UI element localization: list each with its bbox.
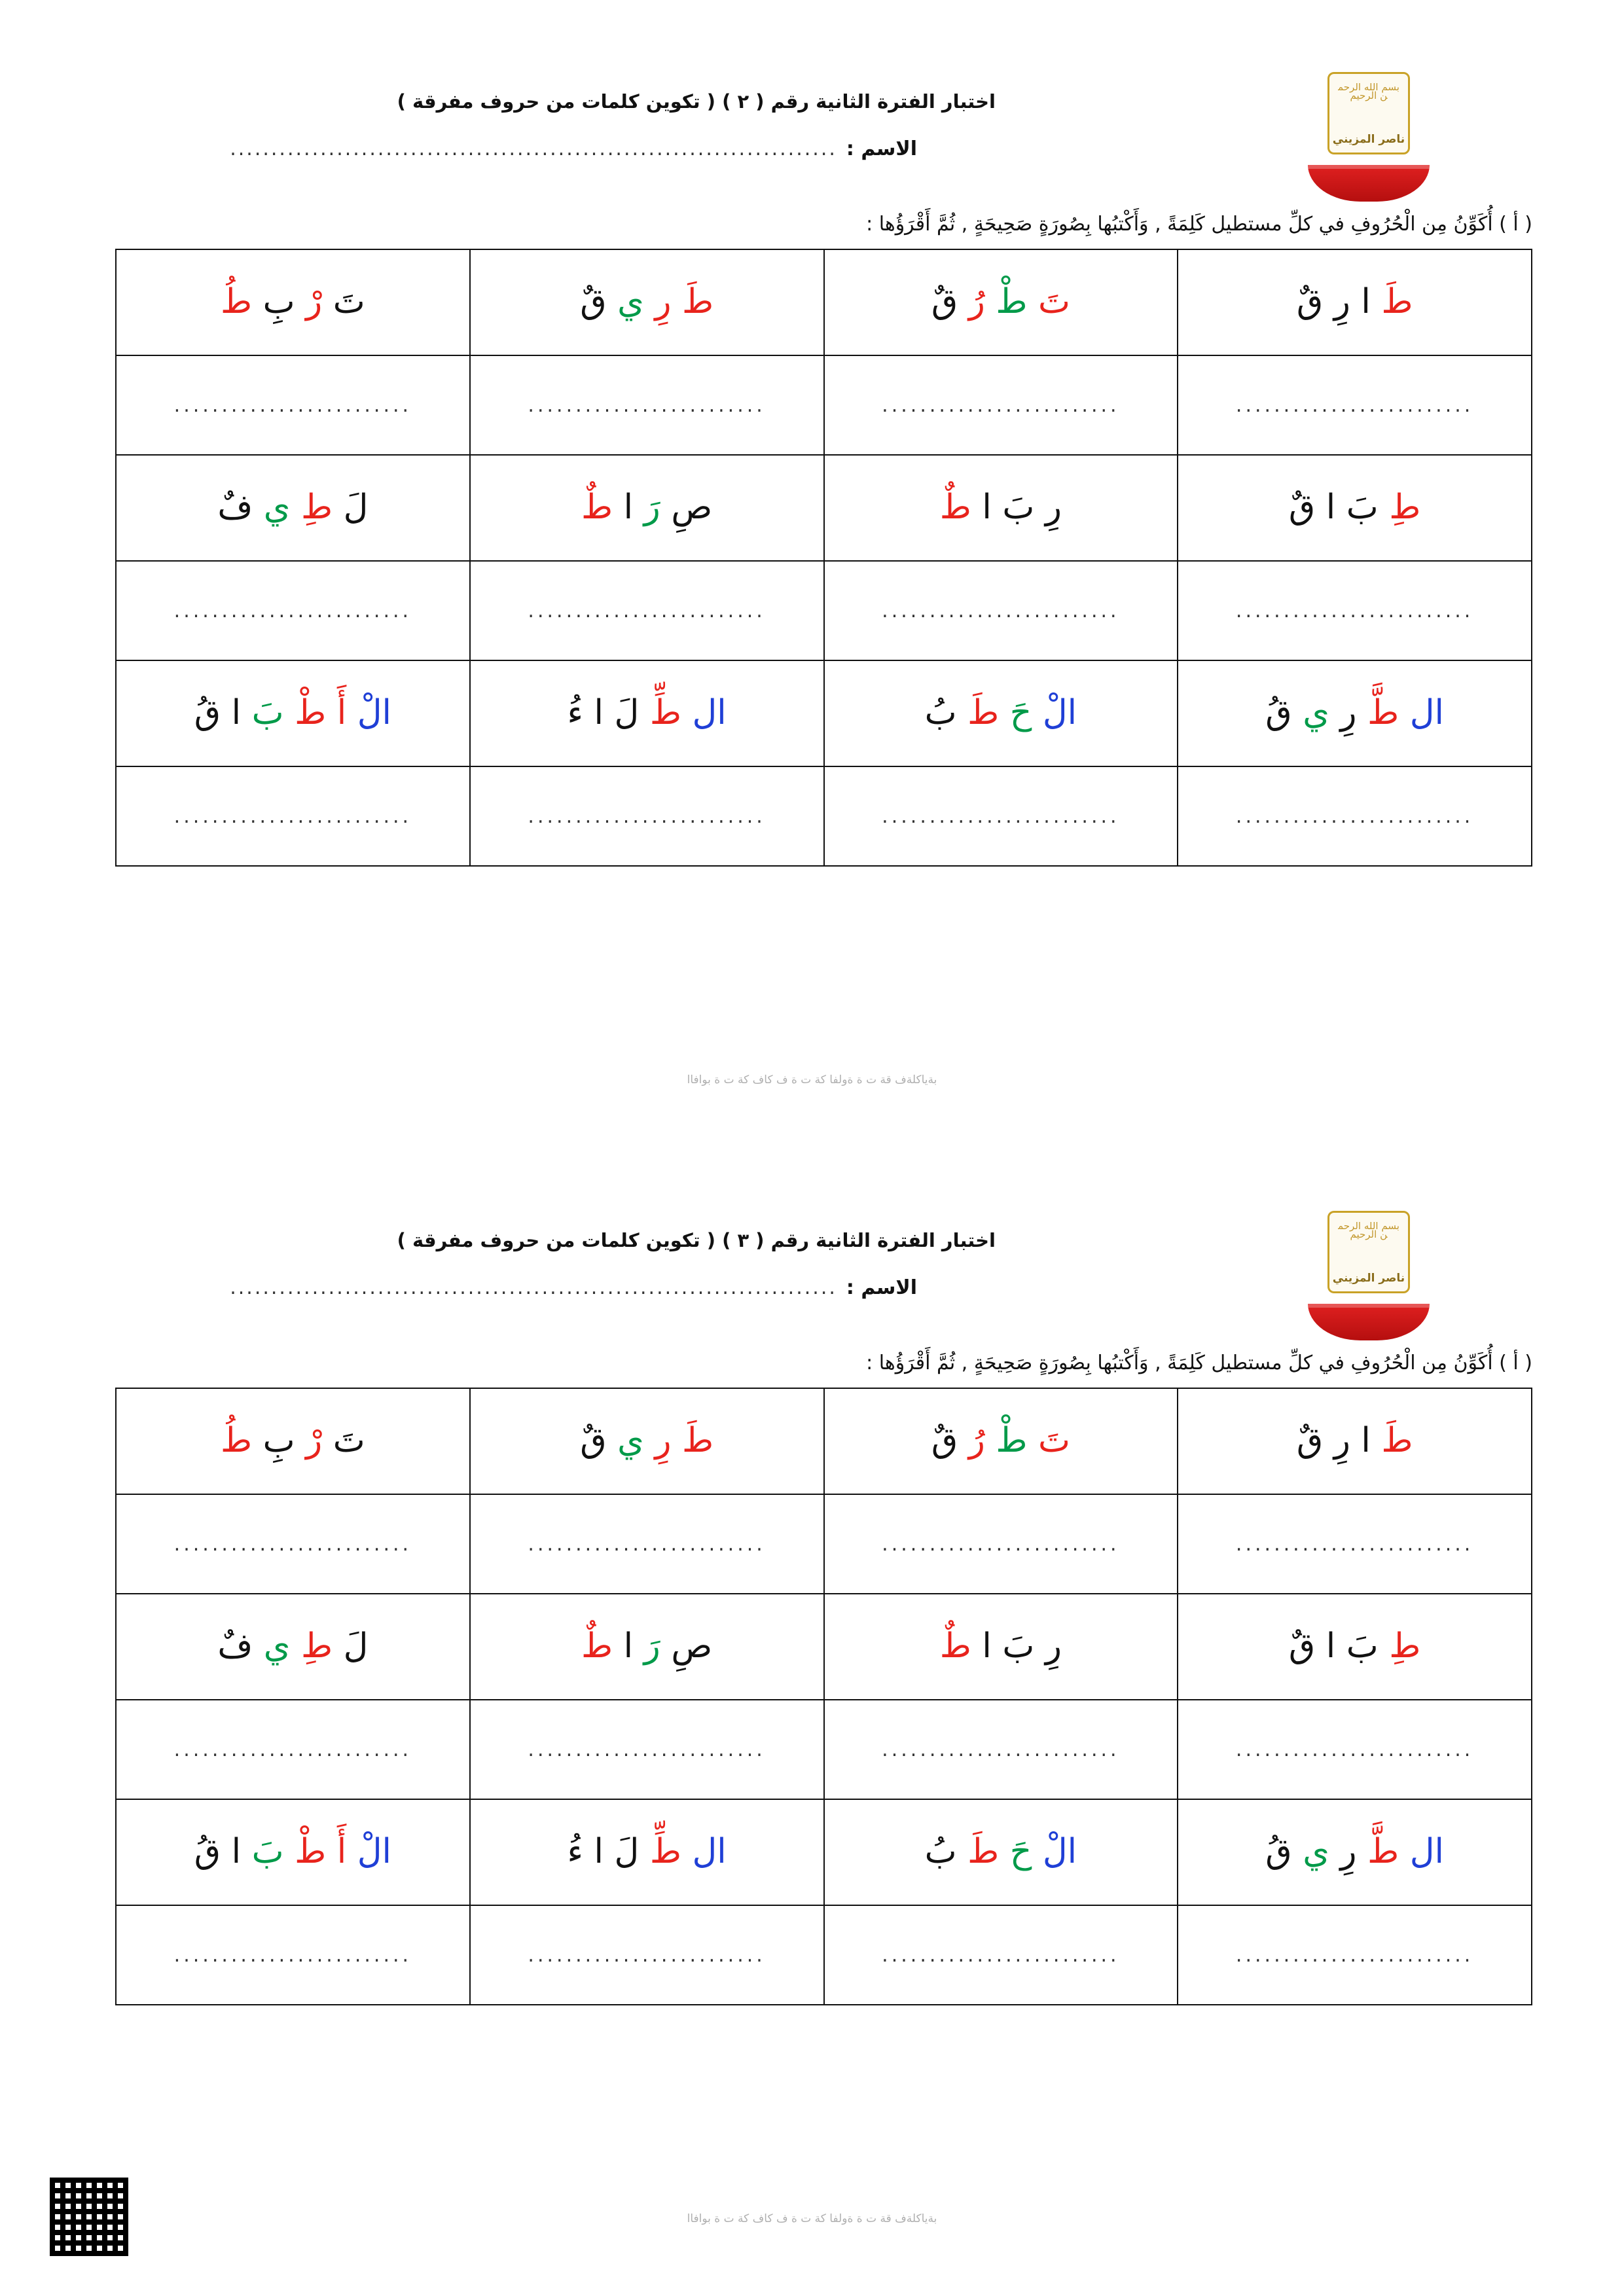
footer-artifact-text: بةياكلةف قة ت ة ةولفا كة ت ة ف كاف كة ت ة بوافاا: [687, 2212, 937, 2225]
letters-group-w3-r1-c2: تَ طْ رُ قٌ: [931, 1421, 1070, 1461]
letters-grid: [115, 1388, 1532, 2005]
answer-cell[interactable]: [824, 561, 1178, 660]
answer-cell[interactable]: [470, 766, 824, 866]
answer-line[interactable]: .........................: [173, 804, 412, 828]
answer-cell[interactable]: [116, 561, 470, 660]
letters-group-w3-r1-c1: طَ ا رِ قٌ: [1296, 1421, 1413, 1461]
logo-badge: [1327, 72, 1410, 154]
answer-line[interactable]: .........................: [1235, 393, 1474, 417]
letter-cell: [470, 1594, 824, 1700]
answer-line[interactable]: .........................: [1235, 1943, 1474, 1967]
answer-line[interactable]: .........................: [1235, 1532, 1474, 1556]
answer-line[interactable]: .........................: [882, 804, 1120, 828]
answer-row: [116, 766, 1532, 866]
letter-cell: [824, 660, 1178, 766]
answer-line[interactable]: .........................: [1235, 1738, 1474, 1761]
answer-line[interactable]: .........................: [173, 1738, 412, 1761]
table-row: [116, 249, 1532, 355]
table-row: [116, 1594, 1532, 1700]
worksheet-header: [92, 1211, 1532, 1407]
answer-row: [116, 1905, 1532, 2005]
answer-line[interactable]: .........................: [173, 599, 412, 622]
page-title: اختبار الفترة الثانية رقم ( ٣ ) ( تكوين كلمات من حروف مفرقة ): [397, 1229, 996, 1251]
qr-code[interactable]: [46, 2174, 132, 2260]
student-name-field[interactable]: ..........................................................................: [230, 1276, 837, 1299]
letter-cell: [824, 455, 1178, 561]
logo-red-bowl-graphic: [1308, 1304, 1430, 1340]
answer-cell[interactable]: [1178, 355, 1532, 455]
letter-cell: [824, 1594, 1178, 1700]
answer-line[interactable]: .........................: [528, 1943, 766, 1967]
letters-grid-body: [116, 249, 1532, 866]
letters-grid: [115, 249, 1532, 867]
answer-cell[interactable]: [824, 766, 1178, 866]
footer-artifact-text: بةياكلةف قة ت ة ةولفا كة ت ة ف كاف كة ت ة بوافاا: [687, 1073, 937, 1086]
answer-line[interactable]: .........................: [173, 1532, 412, 1556]
letters-group-w3-r1-c3: طَ رِ ي قٌ: [580, 1421, 714, 1461]
student-name-row: [230, 1276, 917, 1299]
answer-cell[interactable]: [1178, 1905, 1532, 2005]
answer-row: [116, 355, 1532, 455]
answer-cell[interactable]: [116, 766, 470, 866]
answer-cell[interactable]: [116, 355, 470, 455]
logo: [1303, 72, 1434, 202]
answer-row: [116, 1700, 1532, 1799]
answer-cell[interactable]: [470, 1494, 824, 1594]
answer-row: [116, 561, 1532, 660]
letters-group-w2-r1-c3: طَ رِ ي قٌ: [580, 282, 714, 322]
answer-line[interactable]: .........................: [1235, 804, 1474, 828]
letter-cell: [470, 1799, 824, 1905]
letter-cell: [1178, 660, 1532, 766]
answer-cell[interactable]: [116, 1700, 470, 1799]
instruction-text: ( أ ) أُكَوِّنُ مِن الْحُرُوفِ في كلِّ مستطيل كَلِمَةً , وَأَكْتبُها بِصُورَةٍ صَحِيحَةٍ , ثُمَّ أَقْرَؤُها :: [866, 213, 1532, 236]
student-name-field[interactable]: ..........................................................................: [230, 137, 837, 160]
answer-line[interactable]: .........................: [1235, 599, 1474, 622]
letter-cell: [824, 1799, 1178, 1905]
answer-row: [116, 1494, 1532, 1594]
table-row: [116, 1799, 1532, 1905]
letter-cell: [116, 455, 470, 561]
letters-group-w2-r2-c3: صِ رَ ا طٌ: [581, 488, 713, 528]
letters-grid-body: [116, 1388, 1532, 2005]
letters-group-w2-r1-c1: طَ ا رِ قٌ: [1296, 282, 1413, 322]
logo-badge: [1327, 1211, 1410, 1293]
letter-cell: [1178, 455, 1532, 561]
worksheet-2: [0, 72, 1624, 1086]
letter-cell: [1178, 1594, 1532, 1700]
student-name-label: الاسم :: [846, 1276, 917, 1299]
student-name-row: [230, 137, 917, 160]
answer-line[interactable]: .........................: [882, 1943, 1120, 1967]
letter-cell: [116, 1388, 470, 1494]
answer-cell[interactable]: [470, 355, 824, 455]
letters-group-w2-r2-c4: لَ طِ ي فٌ: [217, 488, 369, 528]
letter-cell: [116, 1594, 470, 1700]
letters-group-w3-r3-c4: الْ أَ طْ بَ ا قُ: [194, 1832, 391, 1872]
worksheet-3: [0, 1211, 1624, 2225]
table-row: [116, 455, 1532, 561]
letters-group-w3-r3-c1: ال طَّ رِ ي قُ: [1265, 1832, 1444, 1872]
table-row: [116, 1388, 1532, 1494]
letter-cell: [824, 1388, 1178, 1494]
letter-cell: [824, 249, 1178, 355]
letters-group-w3-r2-c2: رِ بَ ا طٌ: [939, 1626, 1062, 1666]
answer-line[interactable]: .........................: [528, 393, 766, 417]
answer-cell[interactable]: [1178, 561, 1532, 660]
logo-calligraphy: بسم الله الرحمن الرحيم: [1338, 83, 1399, 101]
letter-cell: [470, 1388, 824, 1494]
letters-group-w2-r2-c2: رِ بَ ا طٌ: [939, 488, 1062, 528]
letters-group-w2-r3-c2: الْ حَ طَ بُ: [924, 693, 1077, 733]
answer-line[interactable]: .........................: [528, 1532, 766, 1556]
letters-group-w2-r3-c4: الْ أَ طْ بَ ا قُ: [194, 693, 391, 733]
logo-author-name: ناصر المزيني: [1332, 1272, 1405, 1285]
letters-group-w3-r2-c4: لَ طِ ي فٌ: [217, 1626, 369, 1666]
answer-line[interactable]: .........................: [882, 599, 1120, 622]
answer-cell[interactable]: [470, 561, 824, 660]
answer-cell[interactable]: [824, 1494, 1178, 1594]
answer-line[interactable]: .........................: [173, 1943, 412, 1967]
letters-group-w2-r2-c1: طِ بَ ا قٌ: [1288, 488, 1421, 528]
letters-group-w3-r1-c4: تَ رْ بِ طُ: [221, 1421, 365, 1461]
answer-cell[interactable]: [116, 1494, 470, 1594]
letters-group-w3-r2-c3: صِ رَ ا طٌ: [581, 1626, 713, 1666]
logo-red-bowl-graphic: [1308, 165, 1430, 202]
answer-line[interactable]: .........................: [882, 1532, 1120, 1556]
answer-cell[interactable]: [824, 1905, 1178, 2005]
answer-cell[interactable]: [824, 355, 1178, 455]
letter-cell: [116, 249, 470, 355]
letter-cell: [470, 660, 824, 766]
letters-group-w3-r2-c1: طِ بَ ا قٌ: [1288, 1626, 1421, 1666]
answer-cell[interactable]: [470, 1905, 824, 2005]
answer-line[interactable]: .........................: [882, 393, 1120, 417]
letters-group-w3-r3-c2: الْ حَ طَ بُ: [924, 1832, 1077, 1872]
table-row: [116, 660, 1532, 766]
letters-group-w2-r3-c3: ال طِّ لَ ا ءُ: [567, 693, 727, 733]
letters-group-w2-r1-c4: تَ رْ بِ طُ: [221, 282, 365, 322]
letter-cell: [1178, 1388, 1532, 1494]
answer-line[interactable]: .........................: [528, 1738, 766, 1761]
answer-cell[interactable]: [1178, 1494, 1532, 1594]
answer-line[interactable]: .........................: [528, 599, 766, 622]
logo-author-name: ناصر المزيني: [1332, 133, 1405, 146]
letters-group-w3-r3-c3: ال طِّ لَ ا ءُ: [567, 1832, 727, 1872]
logo: [1303, 1211, 1434, 1340]
letters-group-w2-r3-c1: ال طَّ رِ ي قُ: [1265, 693, 1444, 733]
letter-cell: [470, 455, 824, 561]
student-name-label: الاسم :: [846, 137, 917, 160]
letters-group-w2-r1-c2: تَ طْ رُ قٌ: [931, 282, 1070, 322]
answer-cell[interactable]: [1178, 766, 1532, 866]
worksheet-header: [92, 72, 1532, 268]
letter-cell: [470, 249, 824, 355]
letter-cell: [116, 1799, 470, 1905]
letter-cell: [1178, 1799, 1532, 1905]
logo-calligraphy: بسم الله الرحمن الرحيم: [1338, 1222, 1399, 1240]
letter-cell: [1178, 249, 1532, 355]
answer-cell[interactable]: [824, 1700, 1178, 1799]
answer-line[interactable]: .........................: [173, 393, 412, 417]
answer-cell[interactable]: [1178, 1700, 1532, 1799]
answer-line[interactable]: .........................: [528, 804, 766, 828]
page-title: اختبار الفترة الثانية رقم ( ٢ ) ( تكوين كلمات من حروف مفرقة ): [397, 90, 996, 113]
letter-cell: [116, 660, 470, 766]
answer-cell[interactable]: [470, 1700, 824, 1799]
instruction-text: ( أ ) أُكَوِّنُ مِن الْحُرُوفِ في كلِّ مستطيل كَلِمَةً , وَأَكْتبُها بِصُورَةٍ صَحِيحَةٍ , ثُمَّ أَقْرَؤُها :: [866, 1352, 1532, 1374]
answer-cell[interactable]: [116, 1905, 470, 2005]
answer-line[interactable]: .........................: [882, 1738, 1120, 1761]
